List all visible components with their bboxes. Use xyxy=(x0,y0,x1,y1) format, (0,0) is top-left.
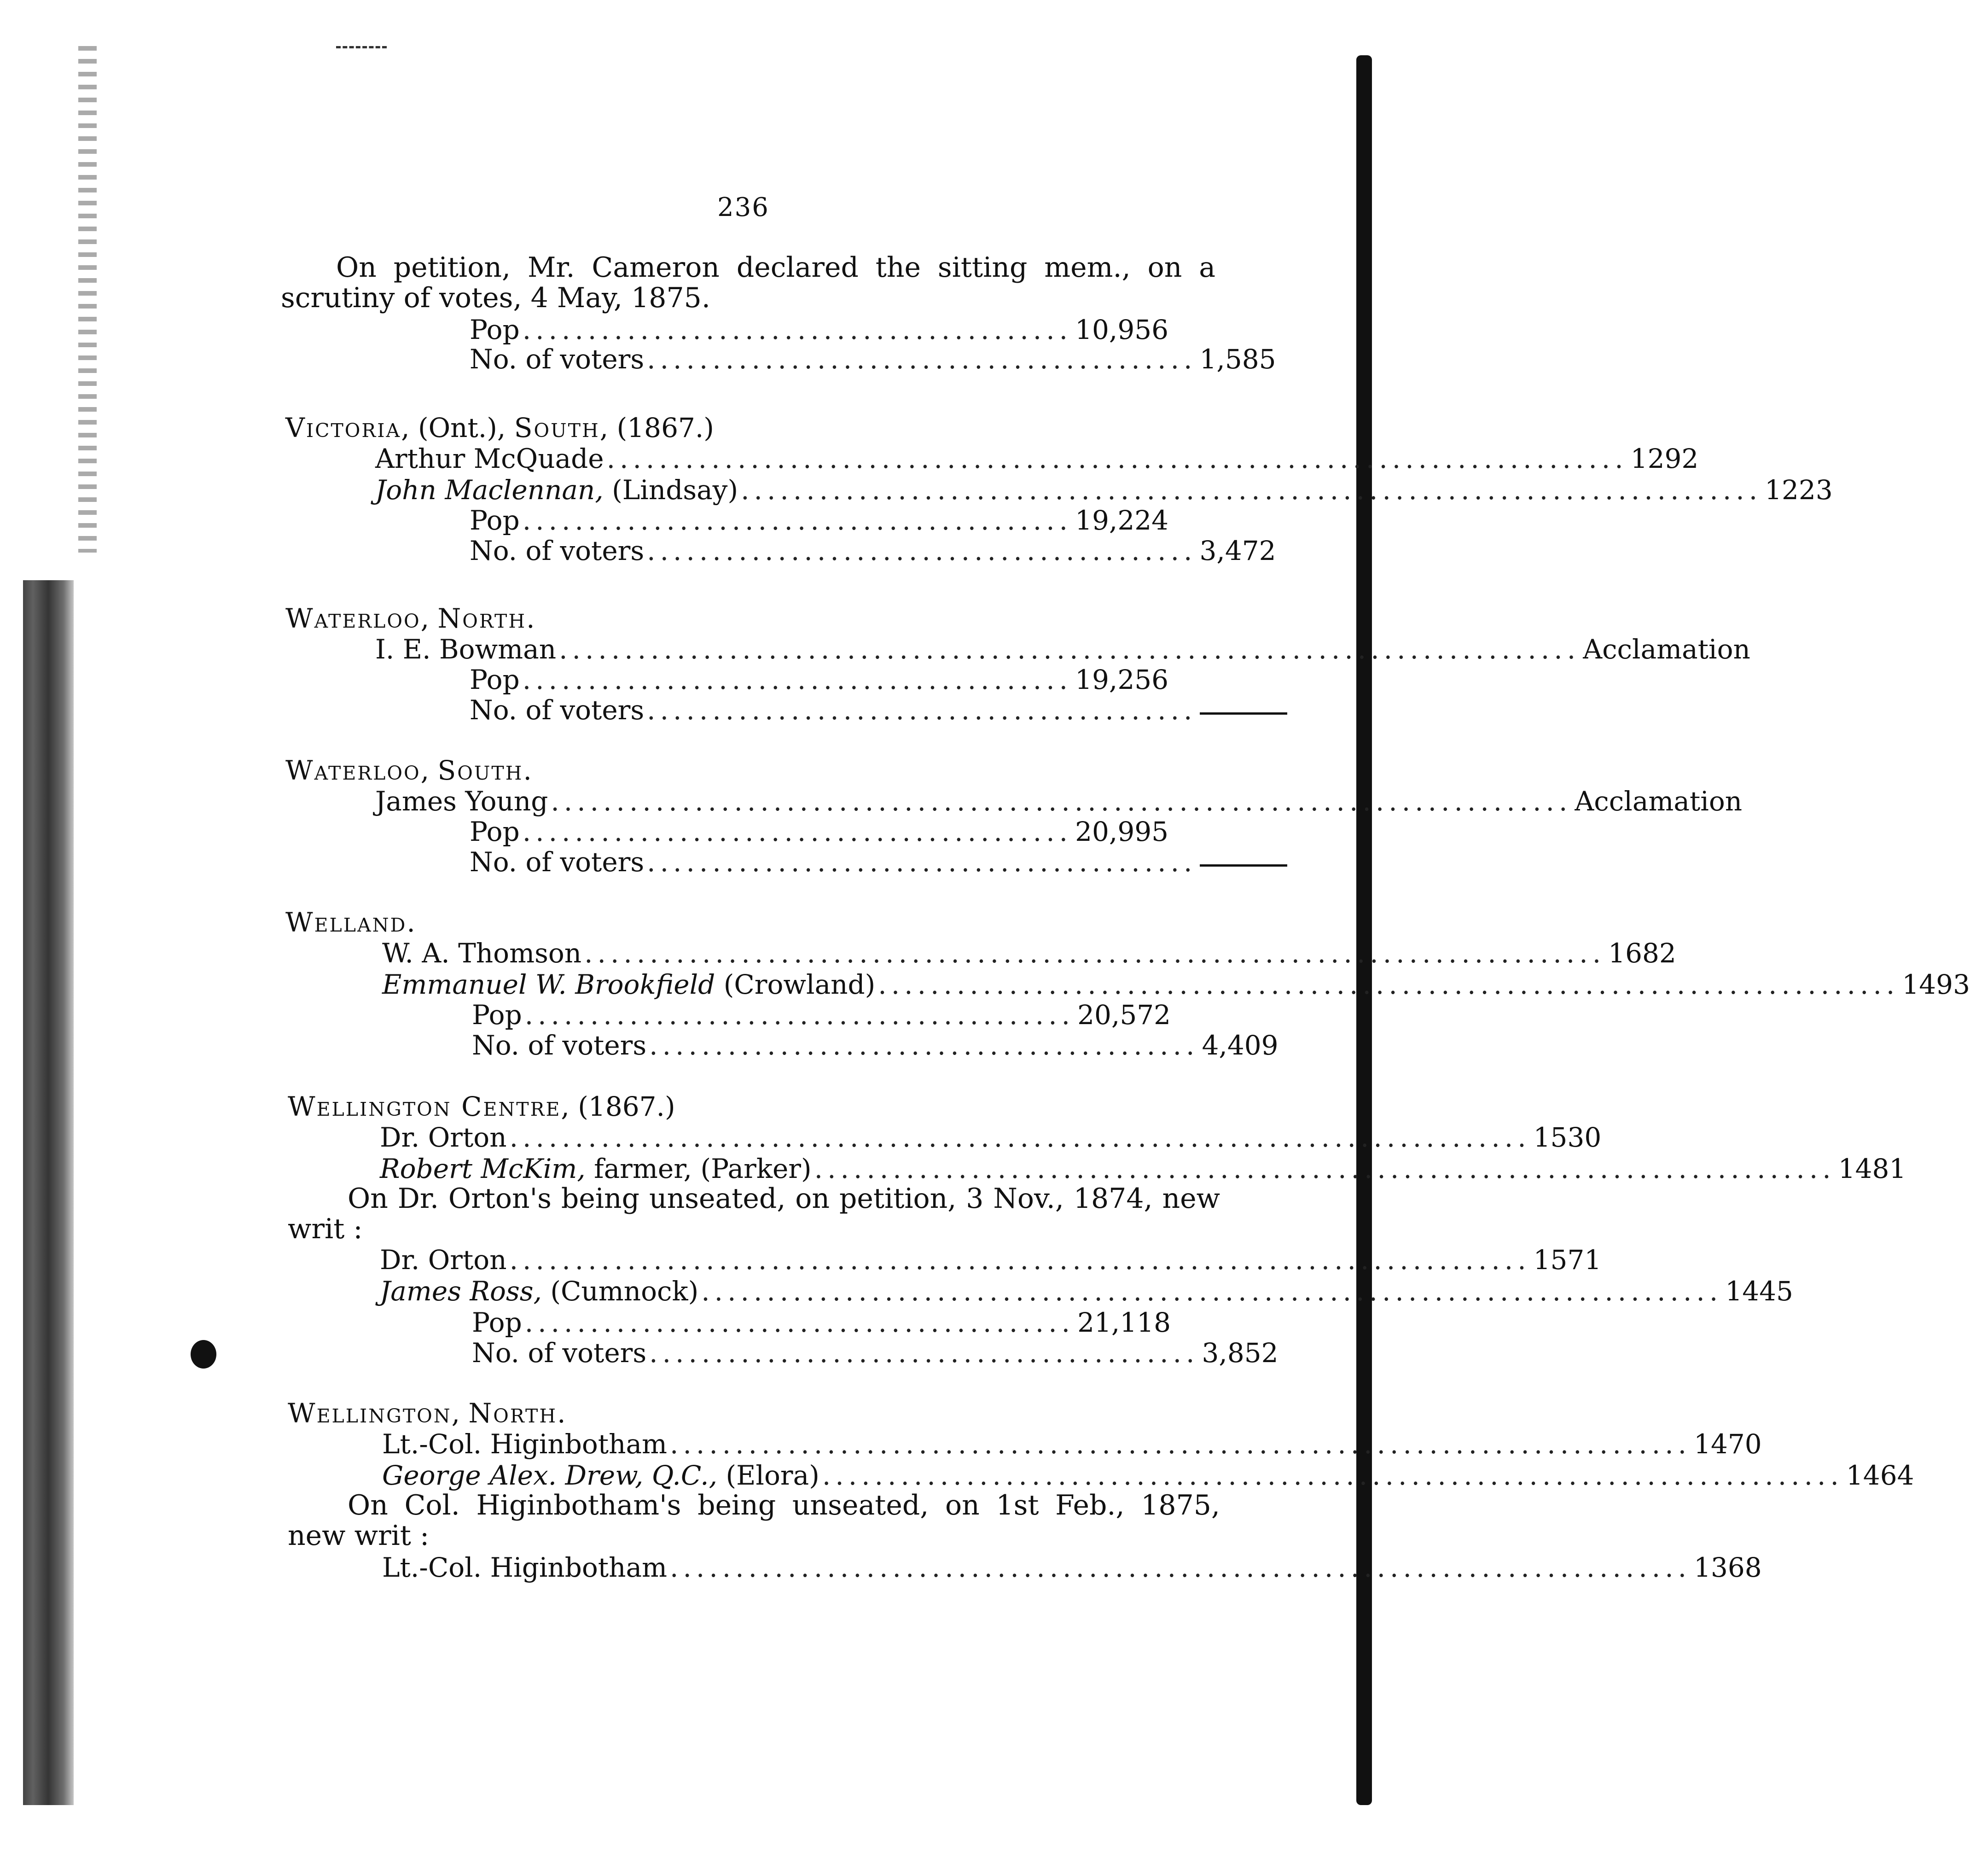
riding-note: On Col. Higinbotham's being unseated, on 1st Feb., 1875, new writ : xyxy=(288,1489,1220,1552)
no-value-dash xyxy=(1200,712,1287,715)
intro-paragraph: On petition, Mr. Cameron declared the sitting mem., on a scrutiny of votes, 4 May, 1875. xyxy=(281,251,1215,314)
candidate-name: Arthur McQuade xyxy=(375,443,604,474)
stat-value: 20,995 xyxy=(1075,816,1169,847)
vote-count: 1470 xyxy=(1694,1428,1762,1460)
riding-heading: Victoria, (Ont.), South, (1867.) xyxy=(285,412,714,443)
stat-row xyxy=(470,664,1169,695)
vote-count: 1464 xyxy=(1846,1460,1914,1491)
stat-row xyxy=(472,1307,1171,1338)
candidate-name: James Ross, (Cumnock) xyxy=(380,1276,699,1307)
stat-label: No. of voters xyxy=(472,1030,647,1061)
stat-value: 19,224 xyxy=(1075,505,1169,536)
vote-count: 1481 xyxy=(1838,1153,1906,1184)
candidate-row xyxy=(375,443,1699,474)
dot-leader: .............................................................................. xyxy=(670,1552,1691,1583)
candidate-row xyxy=(380,1153,1906,1184)
stat-row xyxy=(470,535,1276,566)
dot-leader: .............................................................................. xyxy=(551,786,1572,817)
vote-count: 1368 xyxy=(1694,1552,1762,1583)
dot-leader: .............................................................................. xyxy=(606,443,1628,474)
stat-label: Pop xyxy=(470,664,520,695)
candidate-name: Dr. Orton xyxy=(380,1122,507,1153)
dot-leader: .......................................... xyxy=(647,344,1197,375)
dot-leader: .............................................................................. xyxy=(741,474,1762,506)
dot-leader: .......................................... xyxy=(647,846,1197,878)
vote-count: 1530 xyxy=(1533,1122,1602,1153)
stat-label: No. of voters xyxy=(470,344,645,375)
dot-leader: .............................................................................. xyxy=(509,1122,1531,1153)
dot-leader: .............................................................................. xyxy=(701,1276,1723,1307)
candidate-row xyxy=(375,634,1750,665)
stat-value: 10,956 xyxy=(1075,314,1169,345)
stat-label: No. of voters xyxy=(470,694,645,726)
stat-row xyxy=(470,694,1197,726)
stat-label: No. of voters xyxy=(472,1337,647,1369)
stat-label: No. of voters xyxy=(470,846,645,878)
vote-count: 1445 xyxy=(1725,1276,1793,1307)
dot-leader: .............................................................................. xyxy=(814,1153,1836,1184)
candidate-name: James Young xyxy=(375,786,548,817)
stat-value: 1,585 xyxy=(1199,344,1276,375)
dot-leader: .......................................... xyxy=(522,664,1073,695)
ink-blot xyxy=(191,1340,216,1369)
riding-heading: Wellington, North. xyxy=(288,1398,566,1429)
candidate-name: I. E. Bowman xyxy=(375,634,557,665)
dot-leader: .............................................................................. xyxy=(822,1460,1843,1491)
dot-leader: .............................................................................. xyxy=(878,969,1900,1000)
dot-leader: .............................................................................. xyxy=(509,1244,1531,1276)
candidate-name: Robert McKim, farmer, (Parker) xyxy=(380,1153,812,1184)
dot-leader: .......................................... xyxy=(649,1030,1199,1061)
candidate-name: Emmanuel W. Brookfield (Crowland) xyxy=(382,969,876,1000)
vote-count: 1223 xyxy=(1765,474,1833,506)
vote-count: Acclamation xyxy=(1575,786,1743,817)
stat-label: No. of voters xyxy=(470,535,645,566)
stat-row xyxy=(472,1337,1278,1369)
stat-value: 3,472 xyxy=(1199,535,1276,566)
candidate-row xyxy=(375,786,1743,817)
vote-count: 1292 xyxy=(1630,443,1699,474)
candidate-name: George Alex. Drew, Q.C., (Elora) xyxy=(382,1460,819,1491)
stat-row xyxy=(472,999,1171,1031)
stat-label: Pop xyxy=(470,816,520,847)
stat-row xyxy=(470,816,1169,847)
stat-row xyxy=(470,505,1169,536)
riding-heading: Waterloo, North. xyxy=(285,603,535,634)
vote-count: Acclamation xyxy=(1583,634,1750,665)
stat-label: Pop xyxy=(470,314,520,345)
candidate-row xyxy=(382,969,1970,1000)
dot-leader: .......................................... xyxy=(524,999,1075,1031)
riding-note: On Dr. Orton's being unseated, on petition, 3 Nov., 1874, new writ : xyxy=(288,1183,1220,1245)
dot-leader: .......................................... xyxy=(649,1337,1199,1369)
dot-leader: .......................................... xyxy=(522,505,1073,536)
stat-value: 3,852 xyxy=(1202,1337,1278,1369)
riding-heading: Welland. xyxy=(285,907,415,938)
dot-leader: .......................................... xyxy=(524,1307,1075,1338)
stat-row xyxy=(470,846,1197,878)
candidate-name: Lt.-Col. Higinbotham xyxy=(382,1428,668,1460)
stat-value: 20,572 xyxy=(1077,999,1171,1031)
vote-count: 1493 xyxy=(1902,969,1970,1000)
stat-label: Pop xyxy=(472,1307,522,1338)
stat-row xyxy=(470,314,1169,345)
candidate-row xyxy=(380,1276,1793,1307)
riding-heading: Waterloo, South. xyxy=(285,755,532,786)
stat-value: 21,118 xyxy=(1077,1307,1171,1338)
stat-label: Pop xyxy=(470,505,520,536)
riding-heading: Wellington Centre, (1867.) xyxy=(288,1091,675,1122)
dot-leader: .......................................... xyxy=(522,314,1073,345)
candidate-name: John Maclennan, (Lindsay) xyxy=(375,474,738,506)
dot-leader: .............................................................................. xyxy=(670,1428,1691,1460)
dot-leader: .......................................... xyxy=(647,694,1197,726)
dot-leader: .......................................... xyxy=(647,535,1197,566)
dot-leader: .............................................................................. xyxy=(584,938,1606,969)
candidate-row xyxy=(382,1460,1914,1491)
stat-value: 4,409 xyxy=(1202,1030,1278,1061)
candidate-row xyxy=(382,938,1676,969)
scan-mark xyxy=(336,46,387,48)
candidate-row xyxy=(375,474,1833,506)
candidate-name: Lt.-Col. Higinbotham xyxy=(382,1552,668,1583)
candidate-row xyxy=(380,1244,1602,1276)
stat-label: Pop xyxy=(472,999,522,1031)
candidate-row xyxy=(380,1122,1602,1153)
candidate-row xyxy=(382,1552,1762,1583)
vote-count: 1571 xyxy=(1533,1244,1602,1276)
candidate-name: Dr. Orton xyxy=(380,1244,507,1276)
stat-row xyxy=(470,344,1276,375)
dot-leader: .............................................................................. xyxy=(559,634,1581,665)
scan-edge-artifact xyxy=(23,580,74,1805)
candidate-row xyxy=(382,1428,1762,1460)
stat-row xyxy=(472,1030,1278,1061)
dot-leader: .......................................... xyxy=(522,816,1073,847)
scan-edge-artifact xyxy=(78,46,97,553)
page-number: 236 xyxy=(717,192,769,222)
vote-count: 1682 xyxy=(1608,938,1676,969)
scan-edge-artifact xyxy=(1356,55,1372,1805)
stat-value: 19,256 xyxy=(1075,664,1169,695)
no-value-dash xyxy=(1200,864,1287,867)
candidate-name: W. A. Thomson xyxy=(382,938,582,969)
